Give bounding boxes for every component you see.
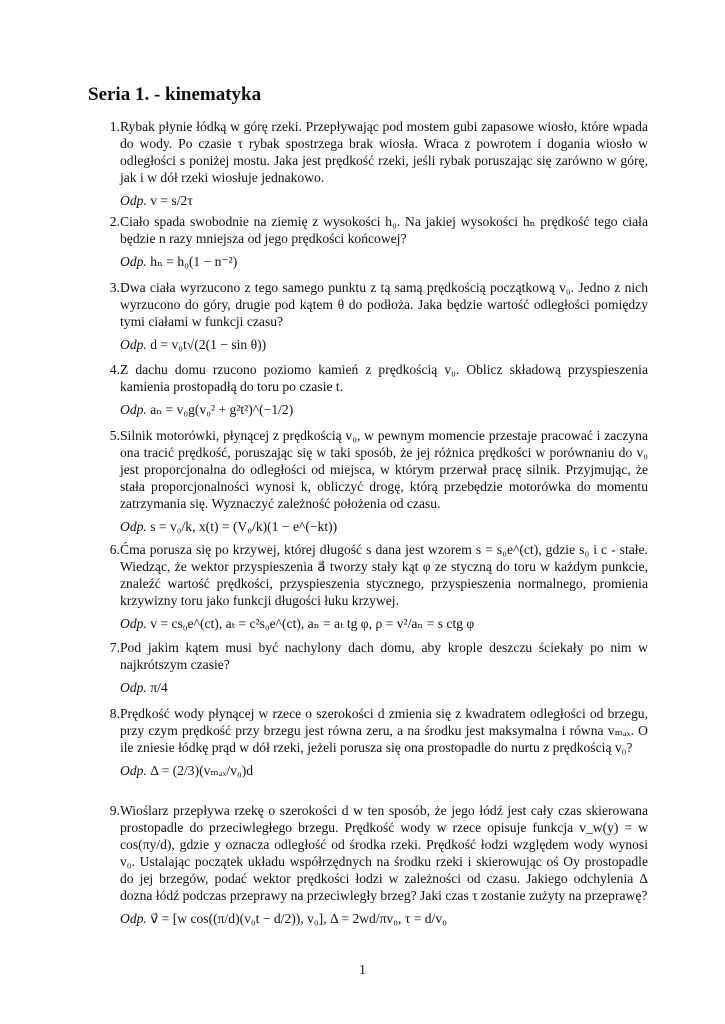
problem-answer [120,336,648,353]
answer-label: Odp. [120,680,147,695]
problem-1 [100,118,648,209]
problem-number: 8. [109,706,120,721]
problem-text: Pod jakim kątem musi być nachylony dach domu, aby krople deszczu ściekały po nim w najkrótszym czasie? [120,640,648,672]
answer-formula: s = v₀/k, x(t) = (V₀/k)(1 − e^(−kt)) [150,519,338,534]
answer-label: Odp. [120,519,147,534]
problem-number: 5. [109,428,120,443]
problem-2 [100,213,648,270]
answer-formula: aₙ = v₀g(v₀² + g²t²)^(−1/2) [150,402,294,417]
problem-text: Dwa ciała wyrzucono z tego samego punktu z tą samą prędkością początkową v₀. Jedno z nich wyrzucono do góry, drugie pod kątem θ do podłoża. Jaka będzie wartość odległości pomiędzy tymi ciałami w funkcji czasu? [120,280,648,329]
answer-formula: v = cs₀e^(ct), aₜ = c²s₀e^(ct), aₙ = aₜ tg φ, ρ = v²/aₙ = s ctg φ [150,616,475,631]
problem-answer [120,253,648,270]
page-number: 1 [359,962,366,977]
problem-6 [100,541,648,632]
problem-5 [100,427,648,535]
problem-8 [100,705,648,779]
answer-formula: v⃗ = [w cos((π/d)(v₀t − d/2)), v₀], Δ = 2wd/πv₀, τ = d/v₀ [150,911,447,926]
answer-label: Odp. [120,193,147,208]
problem-number: 4. [109,362,120,377]
problem-number: 7. [109,640,120,655]
answer-formula: hₙ = h₀(1 − n⁻²) [150,254,238,269]
problem-9 [100,802,648,927]
answer-label: Odp. [120,337,147,352]
page-title: Seria 1. - kinematyka [88,84,262,105]
problem-text: Silnik motorówki, płynącej z prędkością v₀, w pewnym momencie przestaje pracować i zaczyna ona tracić prędkość, poruszając się w taki sposób, że jej różnica prędkości w porównaniu do v₀ jest proporcjonalna do odległości od miejsca, w którym przerwał pracę silnik. Przyjmując, że stała proporcjonalności wynosi k, obliczyć drogę, którą przebędzie motorówka do momentu zatrzymania się. Wyznaczyć zależność położenia od czasu. [120,428,648,511]
answer-formula: π/4 [150,680,168,695]
problem-4 [100,361,648,418]
problem-answer [120,192,648,209]
problem-number: 1. [109,119,120,134]
answer-label: Odp. [120,254,147,269]
answer-formula: d = v₀t√(2(1 − sin θ)) [150,337,267,352]
problem-3 [100,279,648,353]
problem-number: 6. [109,542,120,557]
problem-answer [120,518,648,535]
problem-answer [120,401,648,418]
problem-answer [120,615,648,632]
problem-text: Z dachu domu rzucono poziomo kamień z prędkością v₀. Oblicz składową przyspieszenia kamienia prostopadłą do toru po czasie t. [120,362,648,394]
problem-number: 9. [109,803,120,818]
problem-answer [120,762,648,779]
problem-text: Ciało spada swobodnie na ziemię z wysokości h₀. Na jakiej wysokości hₙ prędkość tego ciała będzie n razy mniejsza od jego prędkości końcowej? [120,214,648,246]
answer-label: Odp. [120,402,147,417]
problem-number: 2. [109,214,120,229]
problem-7 [100,639,648,696]
answer-label: Odp. [120,763,147,778]
problem-answer [120,910,648,927]
problem-text: Wioślarz przepływa rzekę o szerokości d w ten sposób, że jego łódź jest cały czas skierowana prostopadle do przeciwległego brzegu. Prędkość wody w rzece opisuje funkcja v_w(y) = w cos(πy/d), gdzie y oznacza odległość od środka rzeki. Prędkość łodzi względem wody wynosi v₀. Ustalając początek układu współrzędnych na środku rzeki i skierowując oś Oy prostopadle do jej brzegów, podać wektor prędkości łodzi w zależności od czasu. Jakiego odchylenia Δ dozna łódź podczas przeprawy na przeciwległy brzeg? Jaki czas τ zostanie zużyty na przeprawę? [120,803,648,903]
answer-formula: Δ = (2/3)(vₘₐₓ/v₀)d [150,763,254,778]
problem-answer [120,679,648,696]
answer-label: Odp. [120,616,147,631]
problem-number: 3. [109,280,120,295]
problem-text: Ćma porusza się po krzywej, której długość s dana jest wzorem s = s₀e^(ct), gdzie s₀ i c - stałe. Wiedząc, że wektor przyspieszenia a⃗ tworzy stały kąt φ ze styczną do toru w każdym punkcie, znaleźć wartość prędkości, przyspieszenia stycznego, przyspieszenia normalnego, promienia krzywizny toru jako funkcji długości łuku krzywej. [120,542,648,608]
problem-text: Prędkość wody płynącej w rzece o szerokości d zmienia się z kwadratem odległości od brzegu, przy czym prędkość przy brzegu jest równa zeru, a na środku jest maksymalna i równa vₘₐₓ. O ile zniesie łódkę prąd w dół rzeki, jeżeli porusza się ona prostopadle do nurtu z prędkością v₀? [120,706,648,755]
problem-text: Rybak płynie łódką w górę rzeki. Przepływając pod mostem gubi zapasowe wiosło, które wpada do wody. Po czasie τ rybak spostrzega brak wiosła. Wraca z powrotem i dogania wiosło w odległości s poniżej mostu. Jaka jest prędkość rzeki, jeśli rybak poruszając się zarówno w górę, jak i w dół rzeki wiosłuje jednakowo. [120,119,648,185]
answer-formula: v = s/2τ [150,193,193,208]
answer-label: Odp. [120,911,147,926]
